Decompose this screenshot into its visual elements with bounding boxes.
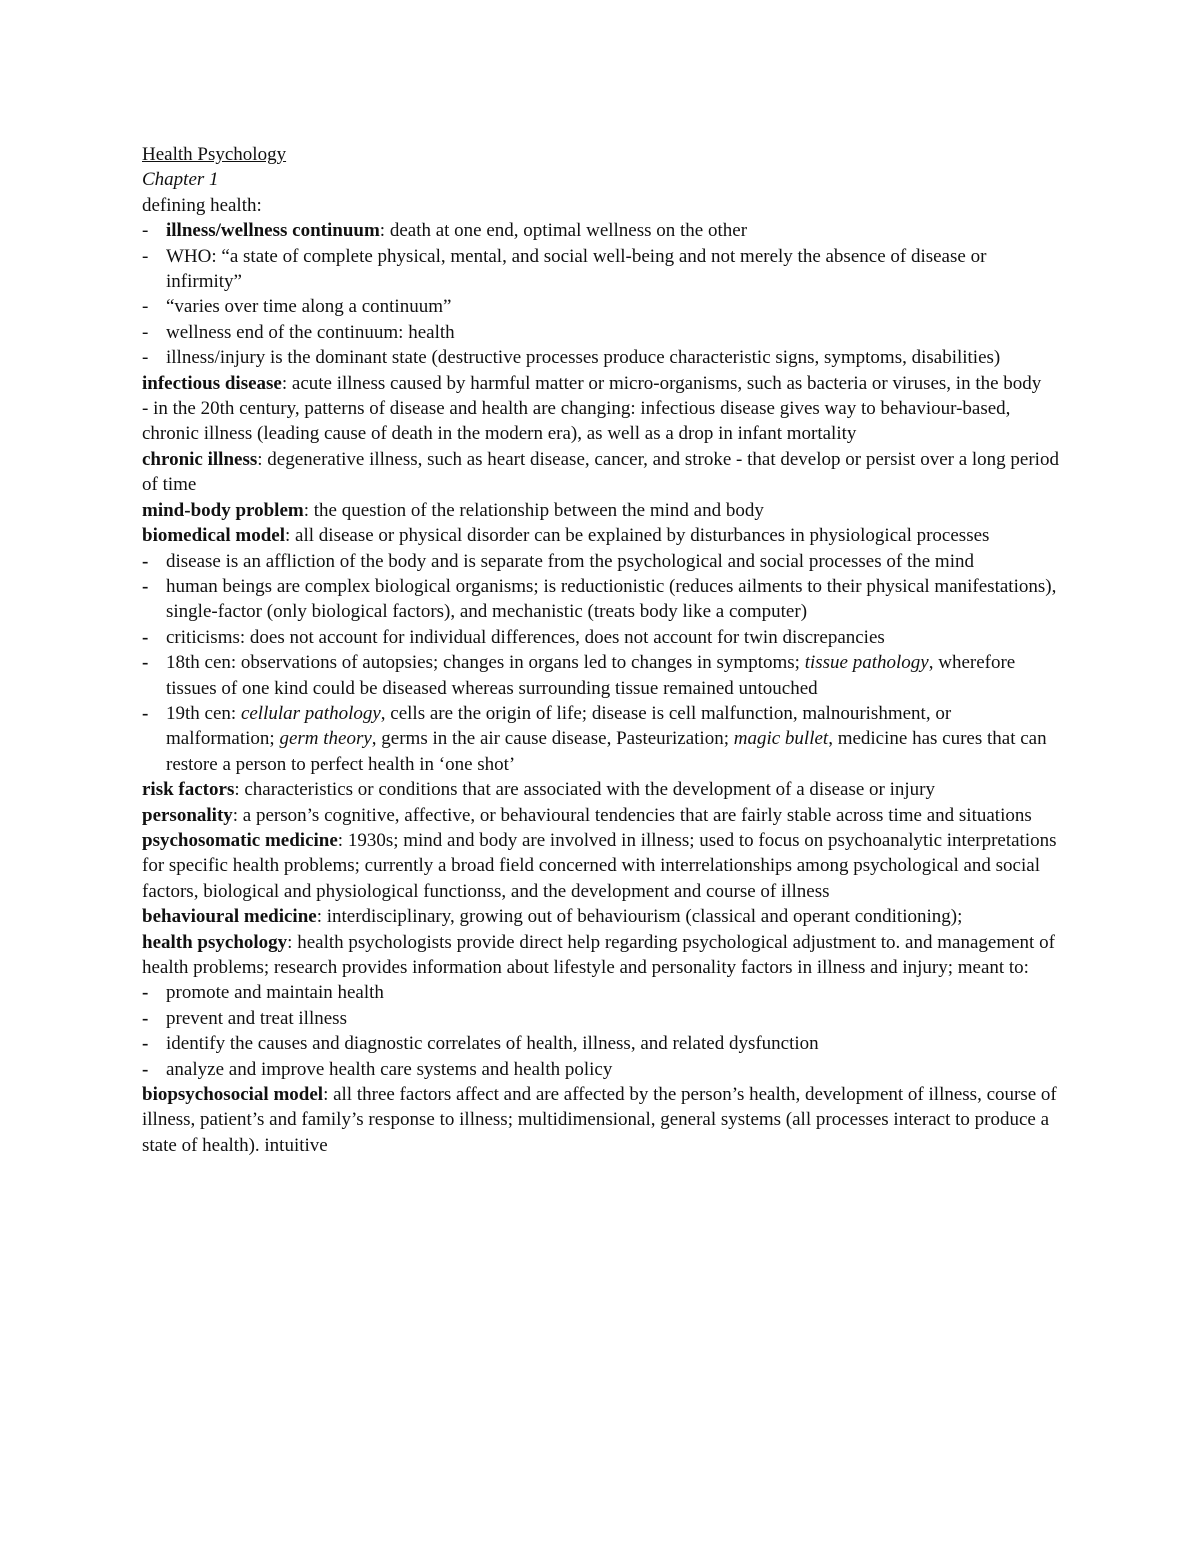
term: behavioural medicine	[142, 906, 317, 928]
term: chronic illness	[142, 448, 258, 470]
list-item: - illness/injury is the dominant state (destructive processes produce characteristic signs, symptoms, disabilities)	[142, 345, 1062, 370]
list-item: - illness/wellness continuum: death at one end, optimal wellness on the other	[142, 218, 1062, 243]
note-text: - in the 20th century, patterns of disease and health are changing: infectious disease gives way to behaviour-based, chronic illness (leading cause of death in the modern era), as well as a drop in infant mortality	[142, 398, 1011, 445]
definition-personality: personality: a person’s cognitive, affective, or behavioural tendencies that are fairly stable across time and situations	[142, 804, 1032, 826]
list-item: - “varies over time along a continuum”	[142, 294, 1062, 319]
term: risk factors	[142, 779, 235, 801]
chapter-heading: Chapter 1	[142, 169, 219, 191]
list-item: - identify the causes and diagnostic correlates of health, illness, and related dysfunction	[142, 1031, 1062, 1056]
list-item: - WHO: “a state of complete physical, mental, and social well-being and not merely the absence of disease or infirmity”	[142, 244, 1062, 295]
list-item: - 19th cen: cellular pathology, cells are the origin of life; disease is cell malfunction, malnourishment, or malformation; germ theory, germs in the air cause disease, Pasteurization; magic bullet, medicine has cures that can restore a person to perfect health in ‘one shot’	[142, 701, 1062, 777]
definition-biomedical-model: biomedical model: all disease or physical disorder can be explained by disturbances in physiological processes	[142, 525, 990, 547]
definition-mind-body-problem: mind-body problem: the question of the relationship between the mind and body	[142, 499, 764, 521]
term: mind-body problem	[142, 499, 304, 521]
definition-psychosomatic-medicine: psychosomatic medicine: 1930s; mind and body are involved in illness; used to focus on psychoanalytic interpretations for specific health problems; currently a broad field concerned with interrelationships among psychological and social factors, biological and physiological functionss, and the development and course of illness	[142, 829, 1057, 902]
term: personality	[142, 804, 233, 826]
list-item: - 18th cen: observations of autopsies; changes in organs led to changes in symptoms; tissue pathology, wherefore tissues of one kind could be diseased whereas surrounding tissue remained untouched	[142, 650, 1062, 701]
term: illness/wellness continuum	[166, 220, 380, 242]
term: biomedical model	[142, 525, 286, 547]
list-item: - promote and maintain health	[142, 980, 1062, 1005]
list-item: - human beings are complex biological organisms; is reductionistic (reduces ailments to their physical manifestations), single-factor (only biological factors), and mechanistic (treats body like a computer)	[142, 574, 1062, 625]
list-item: - wellness end of the continuum: health	[142, 320, 1062, 345]
document-title: Health Psychology	[142, 144, 287, 165]
list-item: - criticisms: does not account for individual differences, does not account for twin discrepancies	[142, 625, 1062, 650]
intro-text: defining health:	[142, 194, 262, 216]
document-body	[142, 142, 1062, 1158]
term: biopsychosocial model	[142, 1084, 324, 1106]
list-item: - prevent and treat illness	[142, 1006, 1062, 1031]
definition-health-psychology: health psychology: health psychologists provide direct help regarding psychological adjustment to. and management of health problems; research provides information about lifestyle and personality factors in illness and injury; meant to:	[142, 931, 1055, 978]
list-item: - analyze and improve health care systems and health policy	[142, 1057, 1062, 1082]
definition-behavioural-medicine: behavioural medicine: interdisciplinary, growing out of behaviourism (classical and operant conditioning);	[142, 906, 963, 928]
definition-infectious-disease: infectious disease: acute illness caused by harmful matter or micro-organisms, such as bacteria or viruses, in the body	[142, 372, 1042, 394]
term: infectious disease	[142, 372, 282, 394]
definition-risk-factors: risk factors: characteristics or conditions that are associated with the development of a disease or injury	[142, 779, 935, 801]
definition-biopsychosocial-model: biopsychosocial model: all three factors affect and are affected by the person’s health, development of illness, course of illness, patient’s and family’s response to illness; multidimensional, general systems (all processes interact to produce a state of health). intuitive	[142, 1084, 1057, 1156]
list-item: - disease is an affliction of the body and is separate from the psychological and social processes of the mind	[142, 549, 1062, 574]
term: health psychology	[142, 931, 288, 953]
term: psychosomatic medicine	[142, 829, 338, 851]
definition-chronic-illness: chronic illness: degenerative illness, such as heart disease, cancer, and stroke - that develop or persist over a long period of time	[142, 448, 1059, 496]
